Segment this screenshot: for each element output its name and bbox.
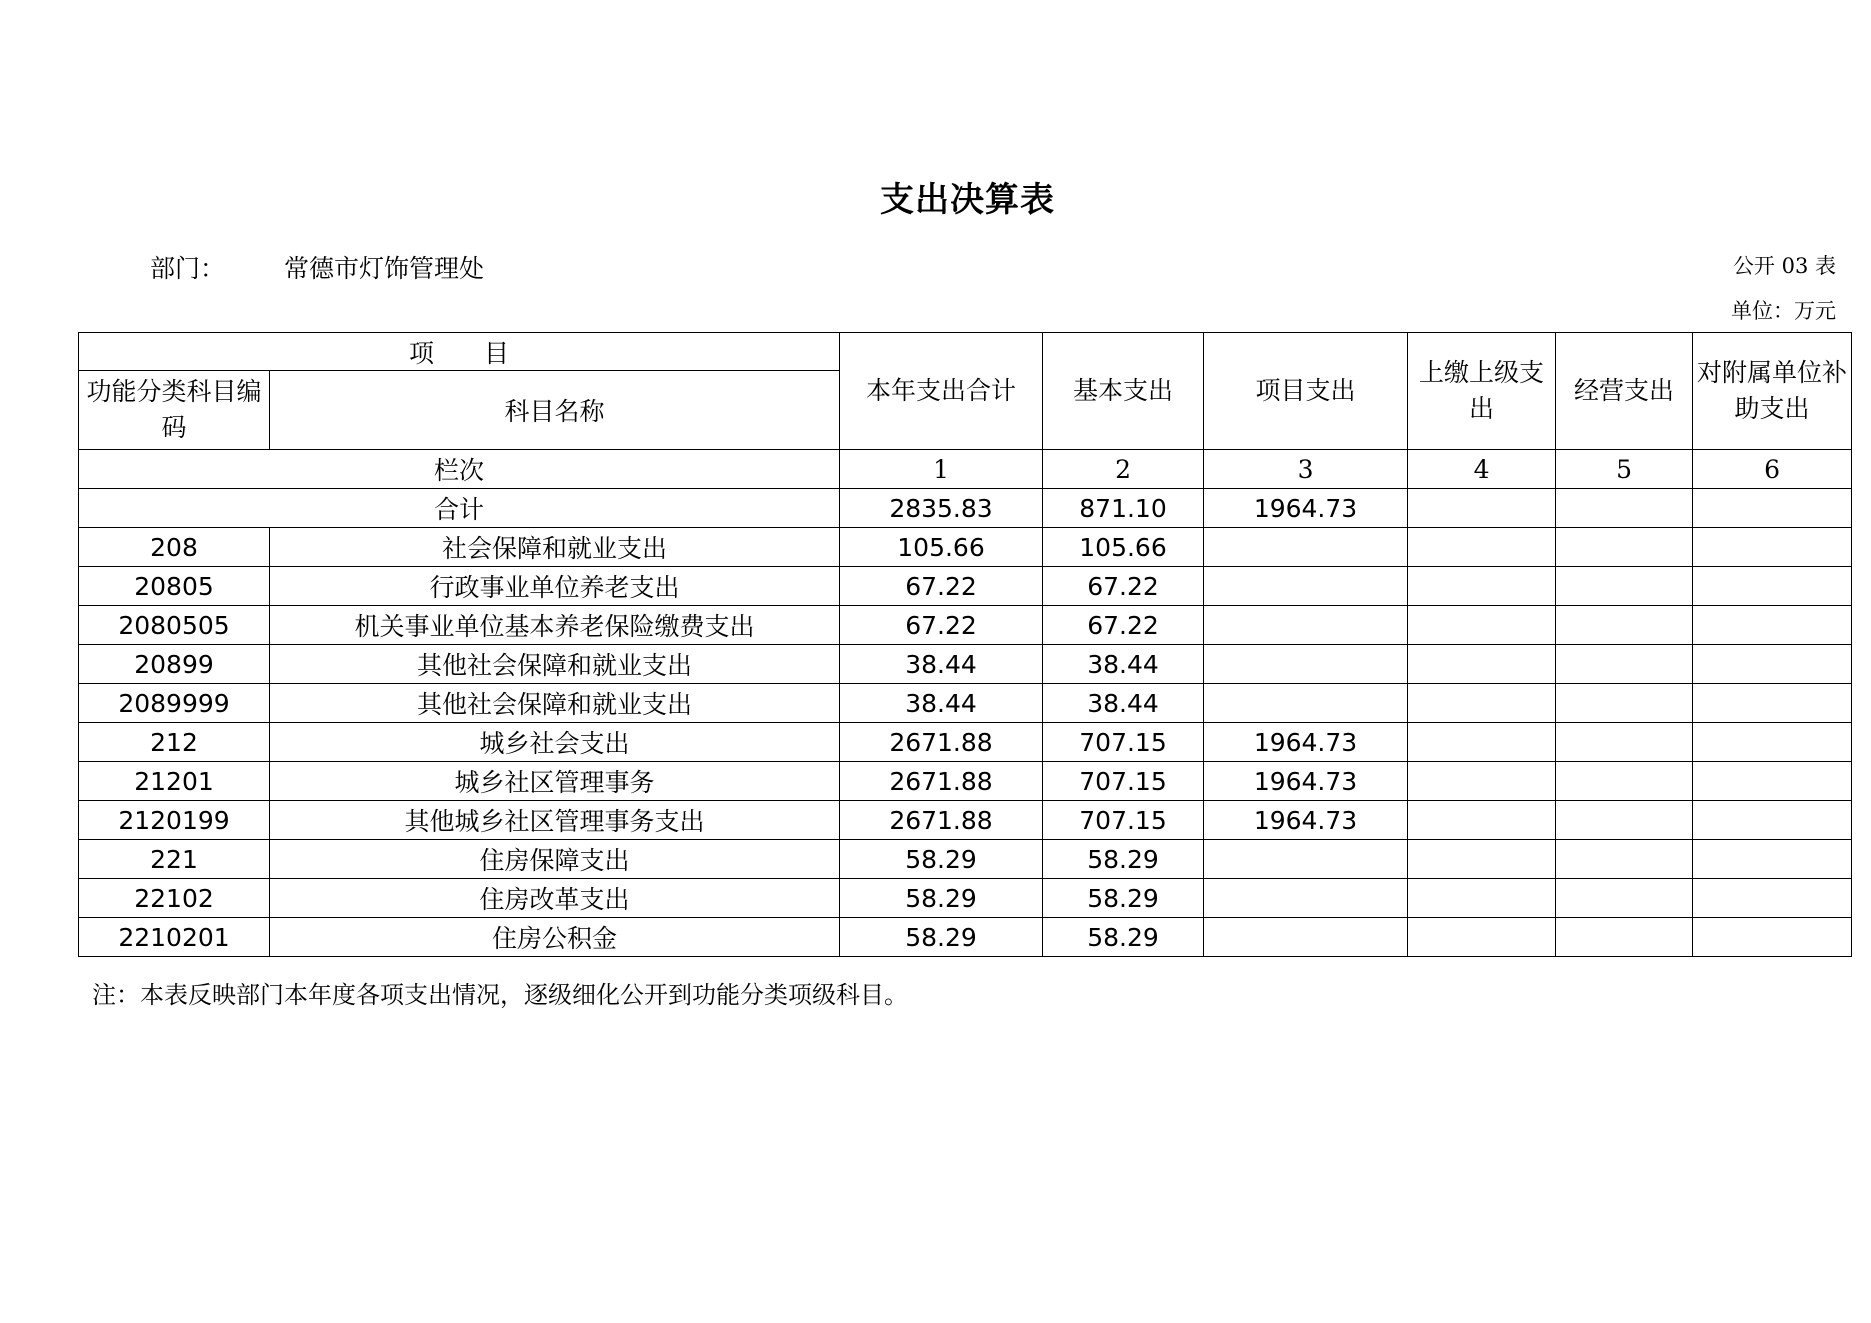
amount-cell (1204, 879, 1408, 918)
amount-cell (1556, 567, 1693, 606)
amount-cell (1204, 840, 1408, 879)
amount-cell: 105.66 (840, 528, 1043, 567)
total-cell (1693, 489, 1852, 528)
amount-cell (1556, 684, 1693, 723)
subject-name: 城乡社区管理事务 (270, 762, 840, 801)
header-business: 经营支出 (1556, 333, 1693, 450)
amount-cell: 67.22 (1043, 606, 1204, 645)
amount-cell (1408, 606, 1556, 645)
subject-name: 住房保障支出 (270, 840, 840, 879)
amount-cell (1693, 567, 1852, 606)
amount-cell (1408, 918, 1556, 957)
column-index-cell: 2 (1043, 450, 1204, 489)
amount-cell (1556, 723, 1693, 762)
amount-cell (1408, 723, 1556, 762)
subject-name: 行政事业单位养老支出 (270, 567, 840, 606)
table-row (79, 840, 1852, 879)
amount-cell: 38.44 (1043, 684, 1204, 723)
amount-cell (1408, 567, 1556, 606)
subject-code: 221 (79, 840, 270, 879)
amount-cell (1693, 801, 1852, 840)
subject-name: 其他城乡社区管理事务支出 (270, 801, 840, 840)
subject-code: 2089999 (79, 684, 270, 723)
amount-cell (1556, 918, 1693, 957)
amount-cell (1408, 762, 1556, 801)
subject-code: 20899 (79, 645, 270, 684)
amount-cell: 2671.88 (840, 762, 1043, 801)
amount-cell (1408, 879, 1556, 918)
amount-cell: 58.29 (840, 918, 1043, 957)
amount-cell (1556, 840, 1693, 879)
total-cell: 871.10 (1043, 489, 1204, 528)
header-item: 项 目 (79, 333, 840, 371)
amount-cell (1556, 606, 1693, 645)
amount-cell: 58.29 (1043, 918, 1204, 957)
amount-cell: 2671.88 (840, 723, 1043, 762)
amount-cell: 707.15 (1043, 762, 1204, 801)
amount-cell (1204, 918, 1408, 957)
total-cell: 1964.73 (1204, 489, 1408, 528)
subject-code: 21201 (79, 762, 270, 801)
amount-cell: 58.29 (1043, 840, 1204, 879)
subject-name: 其他社会保障和就业支出 (270, 684, 840, 723)
subject-name: 社会保障和就业支出 (270, 528, 840, 567)
amount-cell: 1964.73 (1204, 801, 1408, 840)
department-label: 部门： (150, 254, 226, 283)
amount-cell (1408, 840, 1556, 879)
subject-name: 机关事业单位基本养老保险缴费支出 (270, 606, 840, 645)
total-label: 合计 (79, 489, 840, 528)
department-name: 常德市灯饰管理处 (284, 254, 485, 283)
column-index-cell: 4 (1408, 450, 1556, 489)
amount-cell (1408, 528, 1556, 567)
table-row (79, 918, 1852, 957)
total-row (79, 489, 1852, 528)
amount-cell (1693, 528, 1852, 567)
amount-cell (1408, 801, 1556, 840)
subject-code: 20805 (79, 567, 270, 606)
header-basic: 基本支出 (1043, 333, 1204, 450)
subject-code: 208 (79, 528, 270, 567)
subject-code: 212 (79, 723, 270, 762)
amount-cell (1693, 762, 1852, 801)
header-name: 科目名称 (270, 371, 840, 450)
table-row (79, 879, 1852, 918)
table-row (79, 762, 1852, 801)
amount-cell: 67.22 (840, 567, 1043, 606)
amount-cell: 1964.73 (1204, 723, 1408, 762)
subject-code: 22102 (79, 879, 270, 918)
table-number: 公开 03 表 (1732, 254, 1836, 278)
total-cell: 2835.83 (840, 489, 1043, 528)
amount-cell (1693, 684, 1852, 723)
amount-cell (1693, 918, 1852, 957)
amount-cell: 1964.73 (1204, 762, 1408, 801)
footnote: 注：本表反映部门本年度各项支出情况，逐级细化公开到功能分类项级科目。 (92, 981, 908, 1009)
amount-cell (1204, 567, 1408, 606)
header-subsidiary: 对附属单位补助支出 (1693, 333, 1852, 450)
amount-cell: 67.22 (840, 606, 1043, 645)
page-title: 支出决算表 (880, 180, 1055, 220)
amount-cell (1204, 606, 1408, 645)
subject-name: 住房改革支出 (270, 879, 840, 918)
amount-cell: 58.29 (840, 879, 1043, 918)
amount-cell: 38.44 (840, 645, 1043, 684)
expenditure-table (78, 332, 1852, 957)
column-index-row (79, 450, 1852, 489)
table-row (79, 645, 1852, 684)
total-cell (1408, 489, 1556, 528)
total-cell (1556, 489, 1693, 528)
amount-cell (1408, 684, 1556, 723)
unit-label: 单位：万元 (1731, 299, 1836, 323)
amount-cell (1556, 528, 1693, 567)
amount-cell (1204, 645, 1408, 684)
subject-name: 城乡社会支出 (270, 723, 840, 762)
column-index-cell: 3 (1204, 450, 1408, 489)
amount-cell (1556, 879, 1693, 918)
subject-code: 2210201 (79, 918, 270, 957)
amount-cell: 2671.88 (840, 801, 1043, 840)
table-row (79, 684, 1852, 723)
amount-cell (1693, 645, 1852, 684)
amount-cell: 707.15 (1043, 723, 1204, 762)
amount-cell (1556, 762, 1693, 801)
table-row (79, 567, 1852, 606)
column-index-cell: 1 (840, 450, 1043, 489)
amount-cell: 58.29 (840, 840, 1043, 879)
amount-cell (1693, 879, 1852, 918)
subject-name: 其他社会保障和就业支出 (270, 645, 840, 684)
amount-cell: 38.44 (1043, 645, 1204, 684)
amount-cell (1204, 684, 1408, 723)
subject-code: 2080505 (79, 606, 270, 645)
column-index-cell: 6 (1693, 450, 1852, 489)
header-project: 项目支出 (1204, 333, 1408, 450)
amount-cell (1204, 528, 1408, 567)
column-index-cell: 5 (1556, 450, 1693, 489)
subject-code: 2120199 (79, 801, 270, 840)
table-row (79, 801, 1852, 840)
table-row (79, 528, 1852, 567)
subject-name: 住房公积金 (270, 918, 840, 957)
header-code: 功能分类科目编码 (79, 371, 270, 450)
column-index-label: 栏次 (79, 450, 840, 489)
amount-cell: 707.15 (1043, 801, 1204, 840)
amount-cell (1556, 801, 1693, 840)
amount-cell: 105.66 (1043, 528, 1204, 567)
amount-cell: 58.29 (1043, 879, 1204, 918)
amount-cell (1693, 723, 1852, 762)
amount-cell (1693, 840, 1852, 879)
table-row (79, 723, 1852, 762)
amount-cell (1408, 645, 1556, 684)
amount-cell: 67.22 (1043, 567, 1204, 606)
table-row (79, 606, 1852, 645)
amount-cell: 38.44 (840, 684, 1043, 723)
header-total: 本年支出合计 (840, 333, 1043, 450)
amount-cell (1693, 606, 1852, 645)
header-upper: 上缴上级支出 (1408, 333, 1556, 450)
amount-cell (1556, 645, 1693, 684)
